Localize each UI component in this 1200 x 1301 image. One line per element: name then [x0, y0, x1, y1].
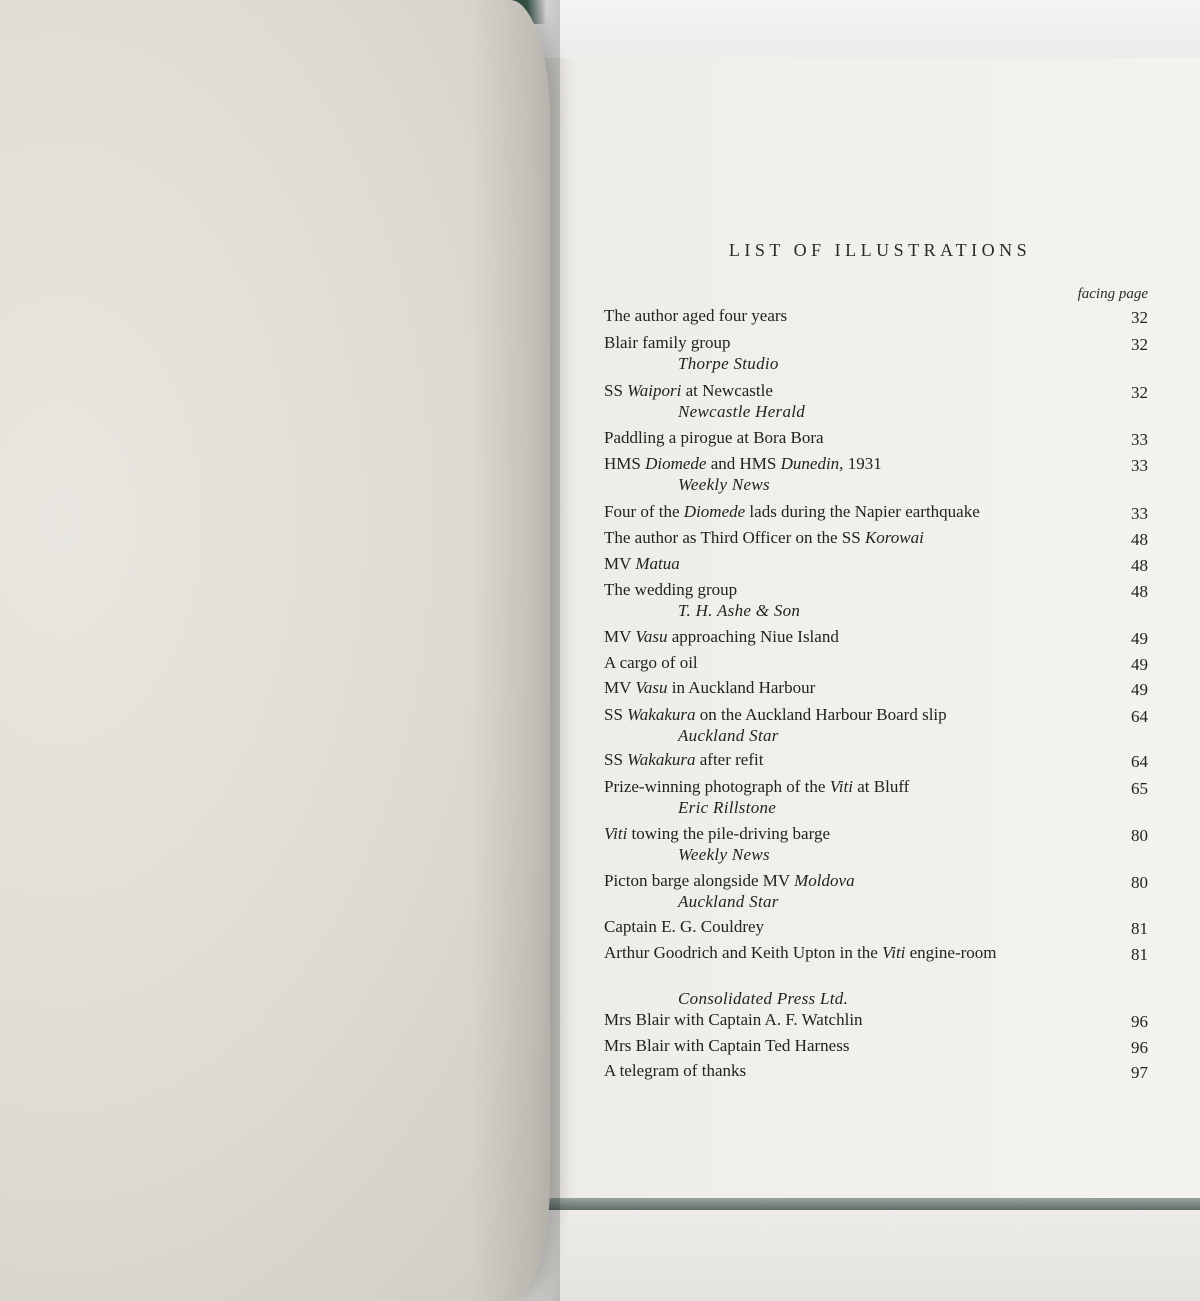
book-cover-bottom-edge: [538, 1198, 1200, 1210]
facing-page-number: 48: [1131, 530, 1148, 549]
facing-page-number: 81: [1131, 919, 1148, 938]
photo-credit: Auckland Star: [678, 892, 779, 911]
illustration-caption: Viti towing the pile-driving barge: [604, 824, 830, 843]
facing-page-number: 96: [1131, 1038, 1148, 1057]
facing-page-number: 96: [1131, 1012, 1148, 1031]
illustration-caption: Prize-winning photograph of the Viti at Bluff: [604, 777, 910, 796]
facing-page-number: 80: [1131, 873, 1148, 892]
illustration-caption: SS Wakakura after refit: [604, 750, 764, 769]
facing-page-number: 48: [1131, 556, 1148, 575]
illustration-caption: A cargo of oil: [604, 653, 698, 672]
illustration-caption: MV Matua: [604, 554, 680, 573]
facing-page-number: 32: [1131, 335, 1148, 354]
facing-page-number: 49: [1131, 680, 1148, 699]
photo-credit: Weekly News: [678, 475, 770, 494]
photo-credit: Consolidated Press Ltd.: [678, 989, 849, 1008]
illustration-caption: The author aged four years: [604, 306, 788, 325]
facing-page-number: 33: [1131, 456, 1148, 475]
facing-page-number: 49: [1131, 629, 1148, 648]
illustration-caption: Picton barge alongside MV Moldova: [604, 871, 855, 890]
illustration-caption: Mrs Blair with Captain Ted Harness: [604, 1036, 850, 1055]
page-heading: LIST OF ILLUSTRATIONS: [728, 240, 1032, 260]
column-header-facing-page: facing page: [1077, 286, 1148, 302]
illustration-caption: SS Waipori at Newcastle: [604, 381, 773, 400]
facing-page-number: 80: [1131, 826, 1148, 845]
facing-page-number: 32: [1131, 383, 1148, 402]
illustration-caption: The author as Third Officer on the SS Korowai: [604, 528, 924, 547]
illustration-caption: Paddling a pirogue at Bora Bora: [604, 428, 824, 447]
facing-page-number: 64: [1131, 752, 1148, 771]
photo-credit: Eric Rillstone: [678, 798, 777, 817]
facing-page-number: 33: [1131, 430, 1148, 449]
photo-credit: Thorpe Studio: [678, 354, 779, 373]
facing-page-number: 49: [1131, 655, 1148, 674]
photo-credit: Weekly News: [678, 845, 770, 864]
facing-page-number: 48: [1131, 582, 1148, 601]
gutter-shadow: [470, 0, 560, 1301]
table-surface: [538, 1210, 1200, 1301]
illustration-caption: Four of the Diomede lads during the Napier earthquake: [604, 502, 980, 521]
illustration-caption: MV Vasu approaching Niue Island: [604, 627, 839, 646]
illustration-caption: Mrs Blair with Captain A. F. Watchlin: [604, 1010, 863, 1029]
illustration-caption: A telegram of thanks: [604, 1061, 747, 1080]
photo-credit: Newcastle Herald: [678, 402, 806, 421]
illustration-caption: Captain E. G. Couldrey: [604, 917, 765, 936]
illustration-caption: SS Wakakura on the Auckland Harbour Board slip: [604, 705, 947, 724]
illustration-caption: MV Vasu in Auckland Harbour: [604, 678, 816, 697]
left-page-blank: [0, 0, 550, 1301]
facing-page-number: 32: [1131, 308, 1148, 327]
illustration-caption: Arthur Goodrich and Keith Upton in the Viti engine-room: [604, 943, 997, 962]
facing-page-number: 64: [1131, 707, 1148, 726]
photo-credit: T. H. Ashe & Son: [678, 601, 801, 620]
facing-page-number: 97: [1131, 1063, 1148, 1082]
photo-credit: Auckland Star: [678, 726, 779, 745]
illustration-caption: HMS Diomede and HMS Dunedin, 1931: [604, 454, 882, 473]
illustration-caption: Blair family group: [604, 333, 731, 352]
facing-page-number: 33: [1131, 504, 1148, 523]
facing-page-number: 65: [1131, 779, 1148, 798]
facing-page-number: 81: [1131, 945, 1148, 964]
illustration-caption: The wedding group: [604, 580, 738, 599]
